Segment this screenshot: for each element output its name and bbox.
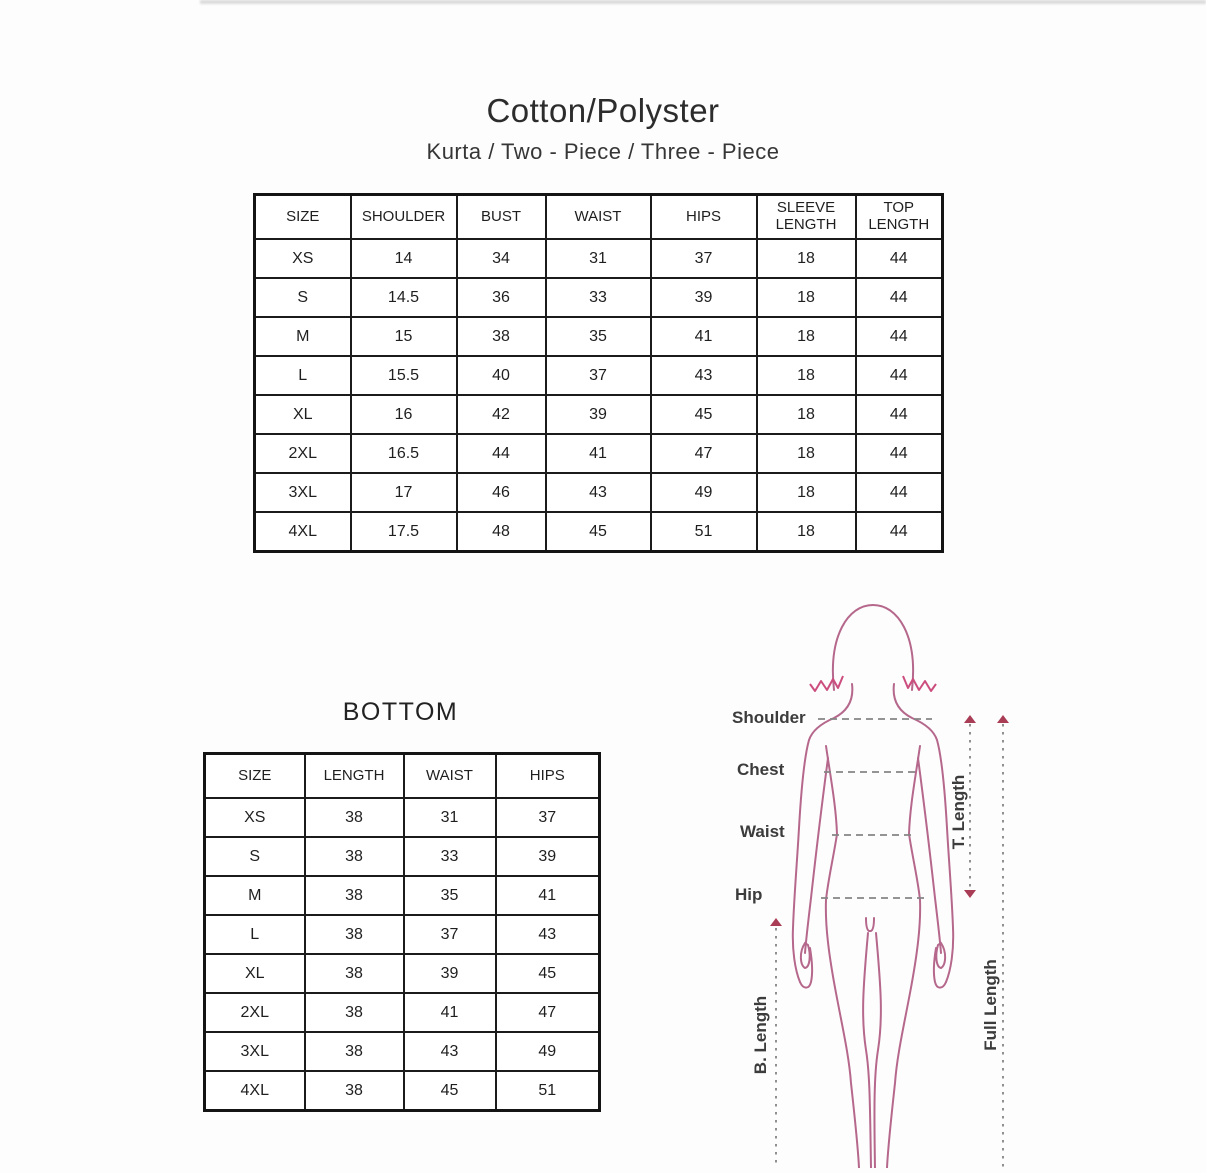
column-header: BUST	[457, 195, 546, 240]
table-row	[205, 798, 600, 837]
figure-hair-outline	[833, 605, 913, 690]
bottom-section-heading: BOTTOM	[342, 698, 459, 726]
table-row	[205, 876, 600, 915]
table-cell: 38	[305, 876, 404, 915]
table-cell: 17.5	[351, 512, 457, 552]
table-cell: 44	[856, 356, 943, 395]
table-cell: 39	[546, 395, 651, 434]
figure-right-torso-leg	[887, 746, 920, 1168]
table-cell: 41	[546, 434, 651, 473]
table-cell: M	[205, 876, 305, 915]
full-length-top-arrow	[997, 715, 1009, 723]
table-cell: 18	[757, 317, 856, 356]
table-cell: 3XL	[255, 473, 351, 512]
figure-left-hair-spikes	[810, 676, 843, 691]
column-header: HIPS	[651, 195, 757, 240]
column-header: WAIST	[546, 195, 651, 240]
figure-left-inner-leg	[863, 933, 871, 1168]
t-length-top-arrow	[964, 715, 976, 723]
table-row	[255, 512, 943, 552]
b-length-label: B. Length	[751, 995, 770, 1075]
table-cell: 38	[457, 317, 546, 356]
column-header: TOP LENGTH	[856, 195, 943, 240]
b-length-top-arrow	[770, 918, 782, 926]
table-cell: L	[205, 915, 305, 954]
column-header: SIZE	[205, 754, 305, 799]
table-cell: 51	[496, 1071, 600, 1111]
figure-right-inner-leg	[874, 933, 880, 1168]
column-header: SIZE	[255, 195, 351, 240]
table-cell: 38	[305, 993, 404, 1032]
table-cell: 39	[651, 278, 757, 317]
column-header: SLEEVE LENGTH	[757, 195, 856, 240]
table-cell: 15	[351, 317, 457, 356]
table-cell: 45	[496, 954, 600, 993]
table-cell: S	[205, 837, 305, 876]
shoulder-label: Shoulder	[732, 708, 806, 727]
table-cell: 45	[651, 395, 757, 434]
column-header: LENGTH	[305, 754, 404, 799]
table-row	[205, 837, 600, 876]
table-cell: 4XL	[205, 1071, 305, 1111]
table-cell: 38	[305, 915, 404, 954]
page-title: Cotton/Polyster	[486, 92, 720, 129]
table-cell: 14.5	[351, 278, 457, 317]
table-cell: 44	[856, 395, 943, 434]
body-figure-illustration	[700, 588, 1206, 1168]
table-cell: 38	[305, 1071, 404, 1111]
table-cell: 36	[457, 278, 546, 317]
top-size-table-header	[255, 195, 943, 240]
table-cell: 48	[457, 512, 546, 552]
table-cell: 18	[757, 356, 856, 395]
table-cell: 39	[404, 954, 496, 993]
column-header: WAIST	[404, 754, 496, 799]
bottom-size-table-body	[205, 798, 600, 1111]
table-cell: 47	[496, 993, 600, 1032]
table-cell: 44	[856, 512, 943, 552]
table-cell: 35	[546, 317, 651, 356]
table-cell: 43	[546, 473, 651, 512]
table-cell: 2XL	[205, 993, 305, 1032]
table-cell: 38	[305, 1032, 404, 1071]
table-cell: 46	[457, 473, 546, 512]
table-cell: 38	[305, 954, 404, 993]
table-cell: L	[255, 356, 351, 395]
table-cell: 40	[457, 356, 546, 395]
table-cell: 4XL	[255, 512, 351, 552]
table-cell: 16.5	[351, 434, 457, 473]
table-cell: 18	[757, 512, 856, 552]
table-cell: 18	[757, 395, 856, 434]
bottom-size-table-header	[205, 754, 600, 799]
table-cell: 43	[496, 915, 600, 954]
figure-left-shoulder-arm	[793, 684, 853, 982]
measurement-diagram	[700, 588, 1206, 1168]
table-cell: 51	[651, 512, 757, 552]
table-cell: 45	[404, 1071, 496, 1111]
table-cell: 39	[496, 837, 600, 876]
table-cell: 3XL	[205, 1032, 305, 1071]
figure-crotch	[866, 918, 874, 931]
waist-label: Waist	[740, 822, 785, 841]
table-cell: 37	[404, 915, 496, 954]
table-cell: 18	[757, 473, 856, 512]
table-cell: 44	[856, 317, 943, 356]
table-cell: 18	[757, 434, 856, 473]
table-cell: 47	[651, 434, 757, 473]
table-cell: 44	[856, 434, 943, 473]
table-cell: 15.5	[351, 356, 457, 395]
table-cell: 2XL	[255, 434, 351, 473]
table-row	[205, 993, 600, 1032]
table-cell: 33	[546, 278, 651, 317]
table-cell: 17	[351, 473, 457, 512]
table-cell: 14	[351, 239, 457, 278]
top-size-table	[253, 193, 944, 553]
table-cell: 31	[404, 798, 496, 837]
table-cell: 37	[651, 239, 757, 278]
cropped-edge-artifact	[200, 0, 1206, 4]
table-cell: 35	[404, 876, 496, 915]
table-cell: 44	[856, 278, 943, 317]
table-row	[255, 239, 943, 278]
table-cell: 42	[457, 395, 546, 434]
table-row	[255, 278, 943, 317]
table-cell: 18	[757, 239, 856, 278]
table-cell: 41	[496, 876, 600, 915]
table-row	[255, 395, 943, 434]
table-cell: 38	[305, 837, 404, 876]
table-cell: XL	[255, 395, 351, 434]
table-row	[255, 356, 943, 395]
figure-right-inner-arm	[918, 758, 941, 953]
figure-left-torso-leg	[826, 746, 859, 1168]
table-cell: 44	[856, 473, 943, 512]
t-length-bottom-arrow	[964, 890, 976, 898]
column-header: HIPS	[496, 754, 600, 799]
table-cell: 33	[404, 837, 496, 876]
table-cell: S	[255, 278, 351, 317]
figure-right-shoulder-arm	[894, 684, 954, 982]
table-row	[205, 1071, 600, 1111]
full-length-label: Full Length	[981, 959, 1000, 1051]
table-cell: 38	[305, 798, 404, 837]
table-cell: 43	[404, 1032, 496, 1071]
table-row	[255, 434, 943, 473]
table-cell: 31	[546, 239, 651, 278]
hip-label: Hip	[735, 885, 763, 904]
chest-label: Chest	[737, 760, 785, 779]
table-cell: M	[255, 317, 351, 356]
table-cell: XS	[255, 239, 351, 278]
table-cell: 45	[546, 512, 651, 552]
table-cell: 34	[457, 239, 546, 278]
table-cell: 41	[651, 317, 757, 356]
table-row	[255, 317, 943, 356]
table-cell: 37	[546, 356, 651, 395]
table-cell: XS	[205, 798, 305, 837]
table-cell: 44	[856, 239, 943, 278]
page-subtitle: Kurta / Two - Piece / Three - Piece	[426, 139, 780, 164]
table-cell: 18	[757, 278, 856, 317]
top-size-table-body	[255, 239, 943, 552]
table-cell: 44	[457, 434, 546, 473]
table-cell: 43	[651, 356, 757, 395]
table-row	[255, 473, 943, 512]
figure-left-inner-arm	[805, 758, 828, 953]
column-header: SHOULDER	[351, 195, 457, 240]
table-cell: XL	[205, 954, 305, 993]
table-cell: 49	[496, 1032, 600, 1071]
table-row	[205, 1032, 600, 1071]
table-cell: 37	[496, 798, 600, 837]
table-cell: 16	[351, 395, 457, 434]
t-length-label: T. Length	[949, 774, 968, 850]
bottom-size-table	[203, 752, 601, 1112]
figure-right-hair-spikes	[903, 676, 936, 691]
table-row	[205, 954, 600, 993]
table-row	[205, 915, 600, 954]
table-cell: 49	[651, 473, 757, 512]
table-cell: 41	[404, 993, 496, 1032]
